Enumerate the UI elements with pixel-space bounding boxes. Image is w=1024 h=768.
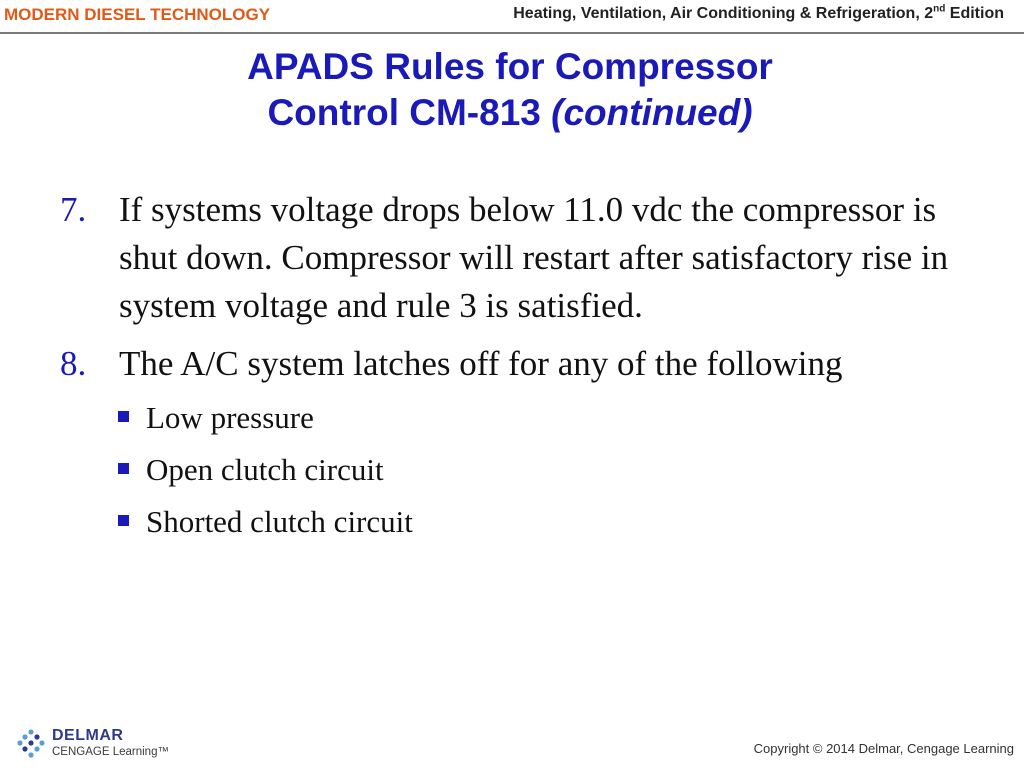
book-title-end: Edition (945, 5, 1004, 22)
list-item-number: 8. (60, 344, 87, 383)
title-line-2 (60, 90, 960, 136)
book-title-superscript: nd (933, 3, 946, 15)
list-item-7 (60, 186, 980, 330)
logo-delmar-text: DELMAR (52, 727, 124, 744)
sub-list-item-text: Low pressure (146, 400, 314, 435)
sub-list (60, 392, 980, 548)
sub-list-item (118, 496, 980, 548)
sub-list-item-text: Shorted clutch circuit (146, 504, 413, 539)
brand-name: MODERN DIESEL TECHNOLOGY (4, 5, 271, 24)
slide-body (60, 186, 980, 548)
square-bullet-icon (118, 515, 129, 526)
book-title-main: Heating, Ventilation, Air Conditioning & Refrigeration, 2 (513, 5, 934, 22)
logo-cengage-text (52, 746, 169, 758)
title-line-2-italic: (continued) (551, 92, 753, 133)
sub-list-item (118, 444, 980, 496)
title-line-2-regular: Control CM-813 (267, 92, 552, 133)
logo-cengage-label: CENGAGE Learning (52, 746, 158, 758)
book-title (513, 5, 1004, 23)
logo-trademark: ™ (157, 746, 169, 758)
delmar-logo-icon (16, 728, 46, 760)
list-item-text: The A/C system latches off for any of the following (119, 344, 843, 383)
list-item-number: 7. (60, 190, 87, 229)
sub-list-item (118, 392, 980, 444)
copyright-notice: Copyright © 2014 Delmar, Cengage Learning (753, 741, 1014, 756)
header-bar (0, 0, 1024, 34)
list-item-8 (60, 340, 980, 388)
title-line-1: APADS Rules for Compressor (247, 46, 773, 87)
square-bullet-icon (118, 463, 129, 474)
header-divider (0, 32, 1024, 34)
delmar-cengage-logo (16, 726, 186, 762)
list-item-text: If systems voltage drops below 11.0 vdc the compressor is shut down. Compressor will restart after satisfactory rise in system voltage and rule 3 is satisfied. (119, 190, 949, 325)
sub-list-item-text: Open clutch circuit (146, 452, 384, 487)
slide-title (60, 44, 960, 136)
square-bullet-icon (118, 411, 129, 422)
